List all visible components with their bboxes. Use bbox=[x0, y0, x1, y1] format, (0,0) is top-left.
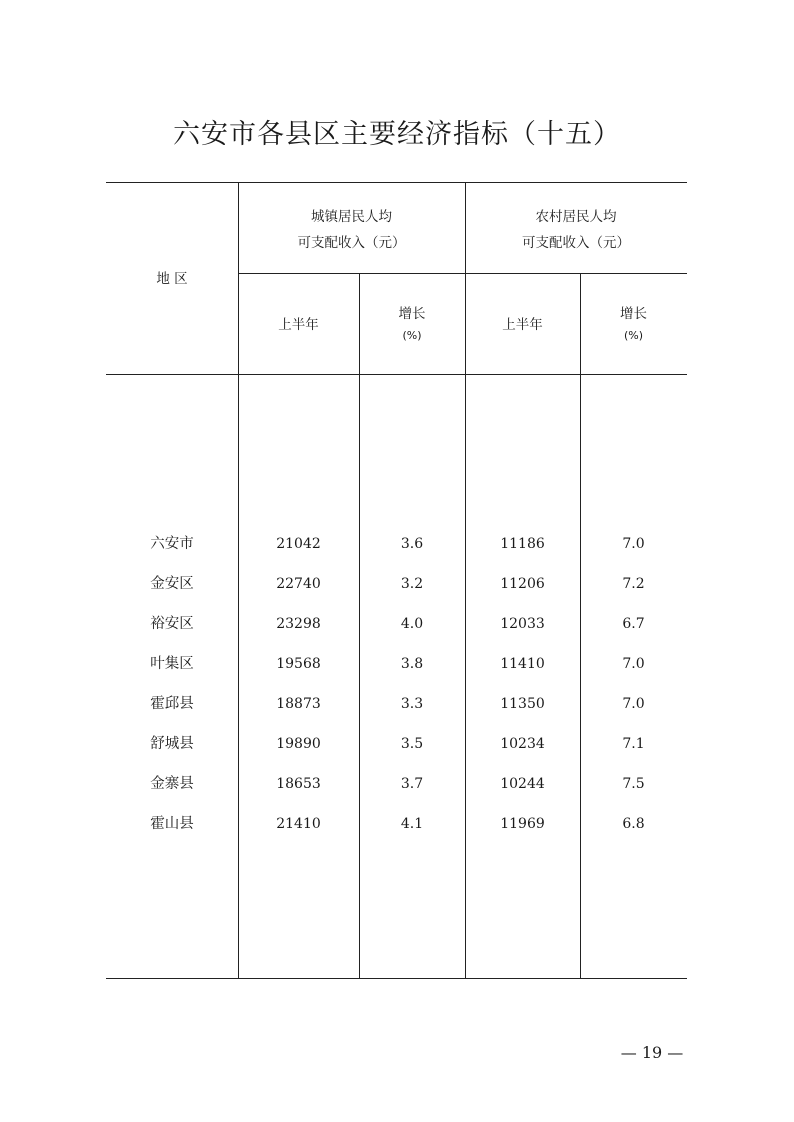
row-rural-income: 11350 bbox=[500, 696, 545, 712]
header-rural-group-line1: 农村居民人均 bbox=[535, 209, 617, 225]
row-rural-income: 10234 bbox=[500, 736, 545, 752]
row-region: 霍邱县 bbox=[150, 696, 194, 712]
header-group-rule bbox=[238, 273, 687, 274]
row-urban-growth: 3.5 bbox=[400, 736, 424, 752]
row-rural-growth: 7.1 bbox=[622, 736, 645, 752]
row-rural-growth: 7.5 bbox=[622, 776, 645, 792]
row-rural-growth: 6.8 bbox=[622, 816, 645, 832]
row-urban-income: 19890 bbox=[276, 736, 321, 752]
row-rural-growth: 7.2 bbox=[622, 576, 645, 592]
row-rural-growth: 7.0 bbox=[622, 696, 645, 712]
header-urban-growth-unit: (%) bbox=[402, 329, 422, 342]
row-urban-growth: 3.6 bbox=[400, 536, 424, 552]
header-region: 地 区 bbox=[156, 271, 188, 287]
row-urban-income: 19568 bbox=[276, 656, 321, 672]
header-rural-growth-unit: (%) bbox=[623, 329, 644, 342]
row-region: 金寨县 bbox=[150, 776, 194, 792]
row-urban-growth: 3.8 bbox=[400, 656, 424, 672]
row-rural-income: 10244 bbox=[500, 776, 545, 792]
row-rural-income: 11186 bbox=[500, 536, 545, 552]
row-urban-growth: 4.1 bbox=[400, 816, 424, 832]
row-rural-growth: 7.0 bbox=[622, 536, 645, 552]
row-rural-growth: 7.0 bbox=[622, 656, 645, 672]
row-rural-growth: 6.7 bbox=[622, 616, 645, 632]
row-urban-income: 22740 bbox=[276, 576, 321, 592]
header-urban-half-year: 上半年 bbox=[278, 317, 319, 333]
row-urban-growth: 4.0 bbox=[400, 616, 424, 632]
row-urban-income: 23298 bbox=[276, 616, 321, 632]
row-urban-income: 21410 bbox=[276, 816, 321, 832]
header-urban-growth: 增长 bbox=[398, 306, 426, 322]
row-region: 舒城县 bbox=[150, 736, 194, 752]
row-region: 金安区 bbox=[150, 576, 194, 592]
row-urban-income: 21042 bbox=[276, 536, 321, 552]
row-urban-income: 18873 bbox=[276, 696, 321, 712]
row-rural-income: 12033 bbox=[500, 616, 545, 632]
row-region: 裕安区 bbox=[150, 616, 194, 632]
table-top-rule bbox=[106, 182, 687, 183]
row-urban-income: 18653 bbox=[276, 776, 321, 792]
header-urban-group-line1: 城镇居民人均 bbox=[311, 209, 392, 225]
row-urban-growth: 3.7 bbox=[400, 776, 424, 792]
row-region: 霍山县 bbox=[150, 816, 194, 832]
row-rural-income: 11410 bbox=[500, 656, 545, 672]
row-urban-growth: 3.3 bbox=[400, 696, 424, 712]
header-bottom-rule bbox=[106, 374, 687, 375]
row-urban-growth: 3.2 bbox=[400, 576, 424, 592]
row-rural-income: 11206 bbox=[500, 576, 545, 592]
table-bottom-rule bbox=[106, 978, 687, 979]
header-rural-growth: 增长 bbox=[620, 306, 647, 322]
header-rural-half-year: 上半年 bbox=[502, 317, 543, 333]
header-rural-group-line2: 可支配收入（元） bbox=[522, 235, 630, 251]
row-region: 叶集区 bbox=[150, 656, 194, 672]
row-region: 六安市 bbox=[150, 536, 194, 552]
header-urban-group-line2: 可支配收入（元） bbox=[297, 235, 406, 251]
page-number: — 19 — bbox=[620, 1043, 684, 1062]
row-rural-income: 11969 bbox=[500, 816, 545, 832]
page-title: 六安市各县区主要经济指标（十五） bbox=[173, 119, 621, 150]
